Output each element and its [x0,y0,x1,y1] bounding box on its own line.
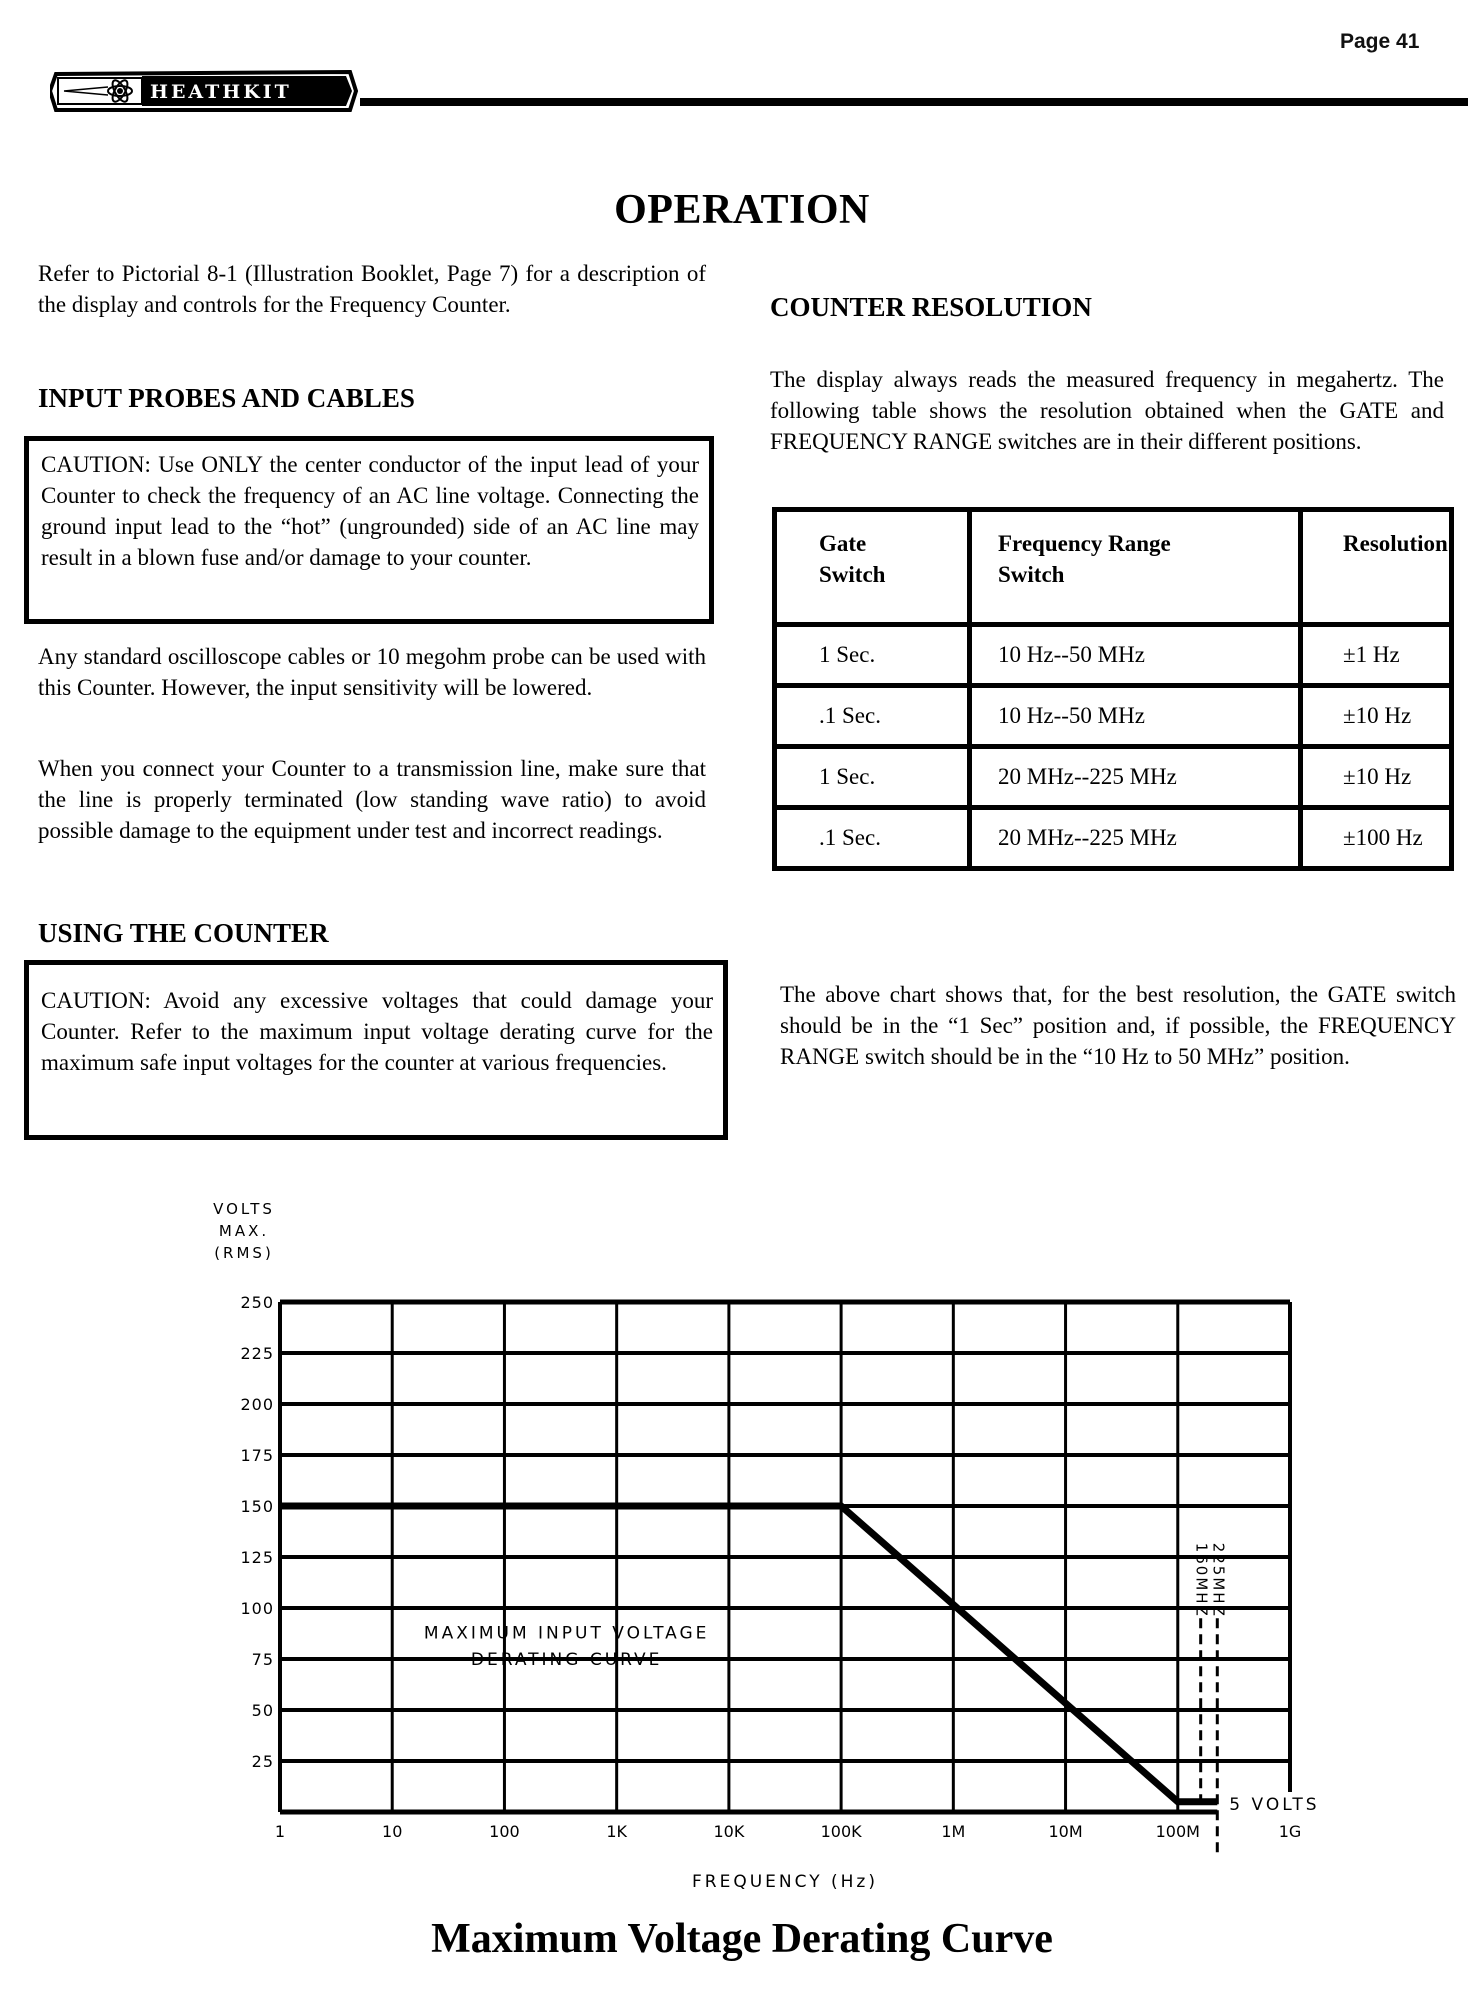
y-tick-label: 125 [240,1548,274,1567]
x-tick-label: 100K [820,1822,862,1841]
header-resolution: Resolution [1301,510,1452,625]
y-tick-label: 75 [251,1650,274,1669]
cell-resolution: ±100 Hz [1301,808,1452,869]
x-tick-label: 1K [606,1822,628,1841]
cell-frequency-range: 20 MHz--225 MHz [970,808,1301,869]
x-tick-label: 100 [489,1822,520,1841]
marker-label: 225MHZ [1209,1542,1228,1618]
y-axis-label-line: VOLTS [213,1200,275,1218]
header-rule [360,98,1468,106]
header-gate-switch: Gate Switch [775,510,970,625]
cell-gate: .1 Sec. [775,808,970,869]
horizontal-gridlines [280,1302,1290,1812]
x-tick-label: 10M [1048,1822,1083,1841]
x-tick-label: 1G [1278,1822,1302,1841]
paragraph-transmission-line: When you connect your Counter to a transmission line, make sure that the line is properly terminated (low standing wave ratio) to avoid possible damage to the equipment under test and incorrect readings. [38,756,706,843]
cell-gate: .1 Sec. [775,686,970,747]
y-tick-label: 50 [251,1701,274,1720]
logo-text: HEATHKIT [150,81,292,103]
intro-paragraph: Refer to Pictorial 8-1 (Illustration Booklet, Page 7) for a description of the display and controls for the Frequency Counter. [38,261,706,317]
cell-frequency-range: 20 MHz--225 MHz [970,747,1301,808]
y-tick-label: 100 [240,1599,274,1618]
y-axis-label-line: (RMS) [214,1244,274,1262]
section-heading-input-probes: INPUT PROBES AND CABLES [38,383,415,413]
section-heading-using-counter: USING THE COUNTER [38,918,329,948]
x-tick-labels [275,1822,1301,1841]
table-row [775,625,1452,686]
y-tick-label: 25 [251,1752,274,1771]
y-tick-label: 175 [240,1446,274,1465]
curve-label: DERATING CURVE [470,1650,663,1671]
y-tick-labels [240,1293,274,1771]
section-heading-counter-resolution: COUNTER RESOLUTION [770,292,1092,322]
caution-box-excessive-voltage: CAUTION: Avoid any excessive voltages that could damage your Counter. Refer to the maximum input voltage derating curve for the maximum safe input voltages for the counter at various frequencies. [24,960,728,1140]
y-tick-label: 150 [240,1497,274,1516]
heathkit-logo [50,70,360,112]
cell-resolution: ±1 Hz [1301,625,1452,686]
y-tick-label: 225 [240,1344,274,1363]
table-row [775,686,1452,747]
resolution-intro-paragraph: The display always reads the measured frequency in megahertz. The following table shows the resolution obtained when the GATE and FREQUENCY RANGE switches are in their different positions. [770,367,1444,454]
resolution-table [772,507,1454,871]
x-tick-label: 10K [713,1822,745,1841]
caution-box-ac-line: CAUTION: Use ONLY the center conductor of the input lead of your Counter to check the frequency of an AC line voltage. Connecting the ground input lead to the “hot” (ungrounded) side of an AC line may result in a blown fuse and/or damage to your counter. [24,436,714,624]
x-axis-label: FREQUENCY (Hz) [692,1872,878,1892]
cell-frequency-range: 10 Hz--50 MHz [970,625,1301,686]
paragraph-probes: Any standard oscilloscope cables or 10 megohm probe can be used with this Counter. However, the input sensitivity will be lowered. [38,644,706,700]
cell-frequency-range: 10 Hz--50 MHz [970,686,1301,747]
chart-title: Maximum Voltage Derating Curve [431,1916,1053,1962]
curve-label: MAXIMUM INPUT VOLTAGE [423,1623,710,1644]
y-tick-label: 250 [240,1293,274,1312]
page-title: OPERATION [614,187,870,233]
end-label-5-volts: 5 VOLTS [1229,1795,1320,1815]
header-frequency-range-switch: Frequency Range Switch [970,510,1301,625]
x-tick-label: 1M [941,1822,966,1841]
table-row [775,747,1452,808]
x-tick-label: 100M [1155,1822,1200,1841]
cell-resolution: ±10 Hz [1301,686,1452,747]
cell-gate: 1 Sec. [775,625,970,686]
derating-curve-line [280,1506,1217,1802]
derating-chart [0,1190,1484,1910]
table-header-row [775,510,1452,625]
y-axis-label-line: MAX. [218,1222,270,1240]
marker-label: 160MHZ [1192,1542,1211,1618]
table-row [775,808,1452,869]
y-axis-label [213,1200,275,1262]
x-tick-label: 10 [382,1822,403,1841]
chart-annotations [424,1624,1320,1815]
x-tick-label: 1 [274,1822,286,1841]
derating-curve-series [280,1506,1217,1802]
page-number: Page 41 [1340,30,1420,53]
y-tick-label: 200 [240,1395,274,1414]
cell-gate: 1 Sec. [775,747,970,808]
cell-resolution: ±10 Hz [1301,747,1452,808]
resolution-conclusion-paragraph: The above chart shows that, for the best resolution, the GATE switch should be in the “1 Sec” position and, if possible, the FREQUENCY RANGE switch should be in the “10 Hz to 50 MHz” position. [780,982,1456,1069]
